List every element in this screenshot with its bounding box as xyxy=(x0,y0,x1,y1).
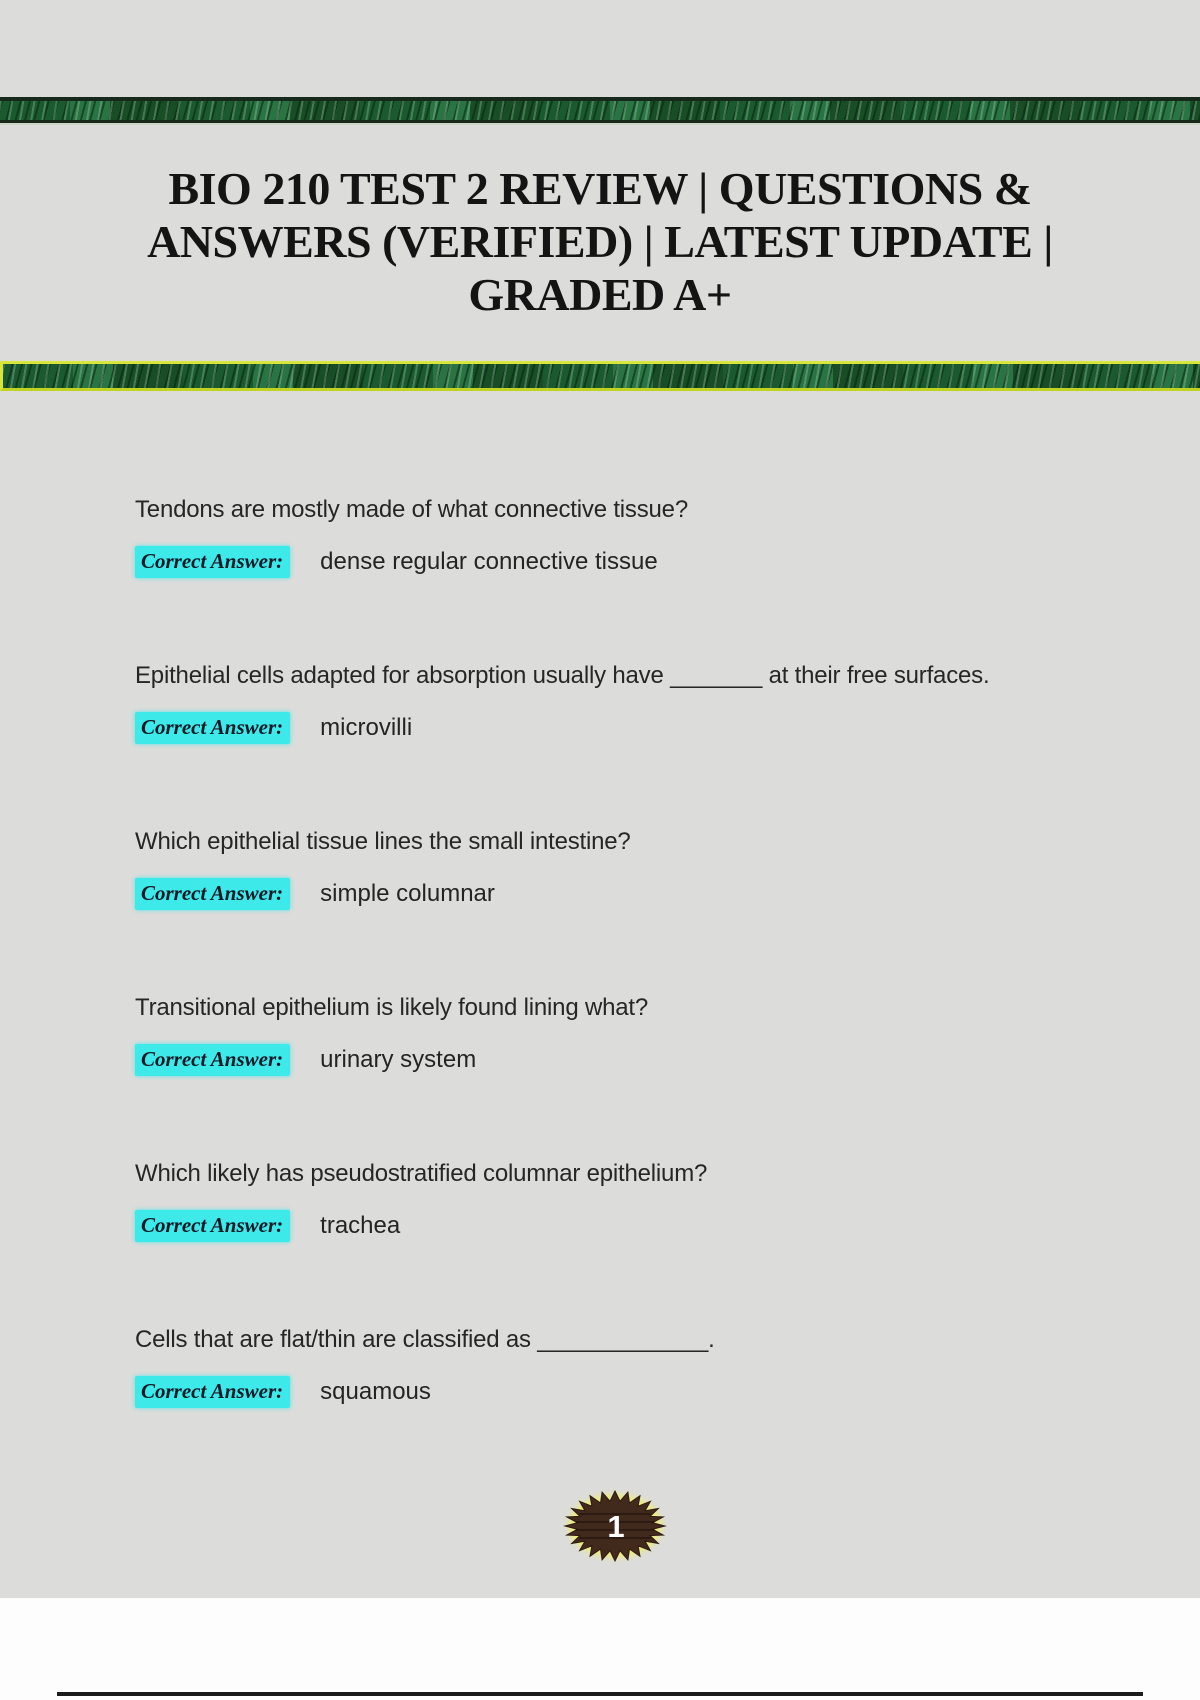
qa-item xyxy=(135,495,1145,661)
marble-banner-middle xyxy=(0,361,1200,391)
answer-row xyxy=(135,1044,1145,1076)
qa-item xyxy=(135,661,1145,827)
correct-answer-label: Correct Answer: xyxy=(135,546,290,578)
answer-row xyxy=(135,878,1145,910)
answer-row xyxy=(135,546,1145,578)
correct-answer-label: Correct Answer: xyxy=(135,1044,290,1076)
next-page-edge xyxy=(0,1598,1200,1700)
answer-row xyxy=(135,1210,1145,1242)
qa-item xyxy=(135,1159,1145,1325)
question-text: Cells that are flat/thin are classified as _____________. xyxy=(135,1326,715,1353)
answer-text: microvilli xyxy=(320,714,413,741)
answer-text: simple columnar xyxy=(320,880,495,907)
answer-row xyxy=(135,1376,1145,1408)
marble-banner-top xyxy=(0,97,1200,123)
correct-answer-label: Correct Answer: xyxy=(135,878,290,910)
title-line-2: ANSWERS (VERIFIED) | LATEST UPDATE | xyxy=(147,215,1053,267)
question-text: Epithelial cells adapted for absorption usually have _______ at their free surfaces. xyxy=(135,662,990,689)
question-text: Transitional epithelium is likely found lining what? xyxy=(135,994,648,1021)
starburst-icon xyxy=(563,1489,667,1563)
page-number: 1 xyxy=(607,1509,625,1544)
title-line-3: GRADED A+ xyxy=(468,268,732,320)
answer-row xyxy=(135,712,1145,744)
qa-item xyxy=(135,1325,1145,1491)
question-text: Tendons are mostly made of what connective tissue? xyxy=(135,496,688,523)
document-title xyxy=(80,162,1120,321)
answer-text: dense regular connective tissue xyxy=(320,548,658,575)
correct-answer-label: Correct Answer: xyxy=(135,1210,290,1242)
question-text: Which epithelial tissue lines the small intestine? xyxy=(135,828,631,855)
answer-text: squamous xyxy=(320,1378,431,1405)
qa-item xyxy=(135,993,1145,1159)
qa-list xyxy=(135,495,1145,1491)
answer-text: trachea xyxy=(320,1212,401,1239)
question-text: Which likely has pseudostratified columnar epithelium? xyxy=(135,1160,708,1187)
answer-text: urinary system xyxy=(320,1046,477,1073)
qa-item xyxy=(135,827,1145,993)
next-page-rule xyxy=(57,1692,1143,1696)
correct-answer-label: Correct Answer: xyxy=(135,712,290,744)
title-line-1: BIO 210 TEST 2 REVIEW | QUESTIONS & xyxy=(168,162,1032,214)
page-number-badge xyxy=(563,1489,667,1563)
correct-answer-label: Correct Answer: xyxy=(135,1376,290,1408)
